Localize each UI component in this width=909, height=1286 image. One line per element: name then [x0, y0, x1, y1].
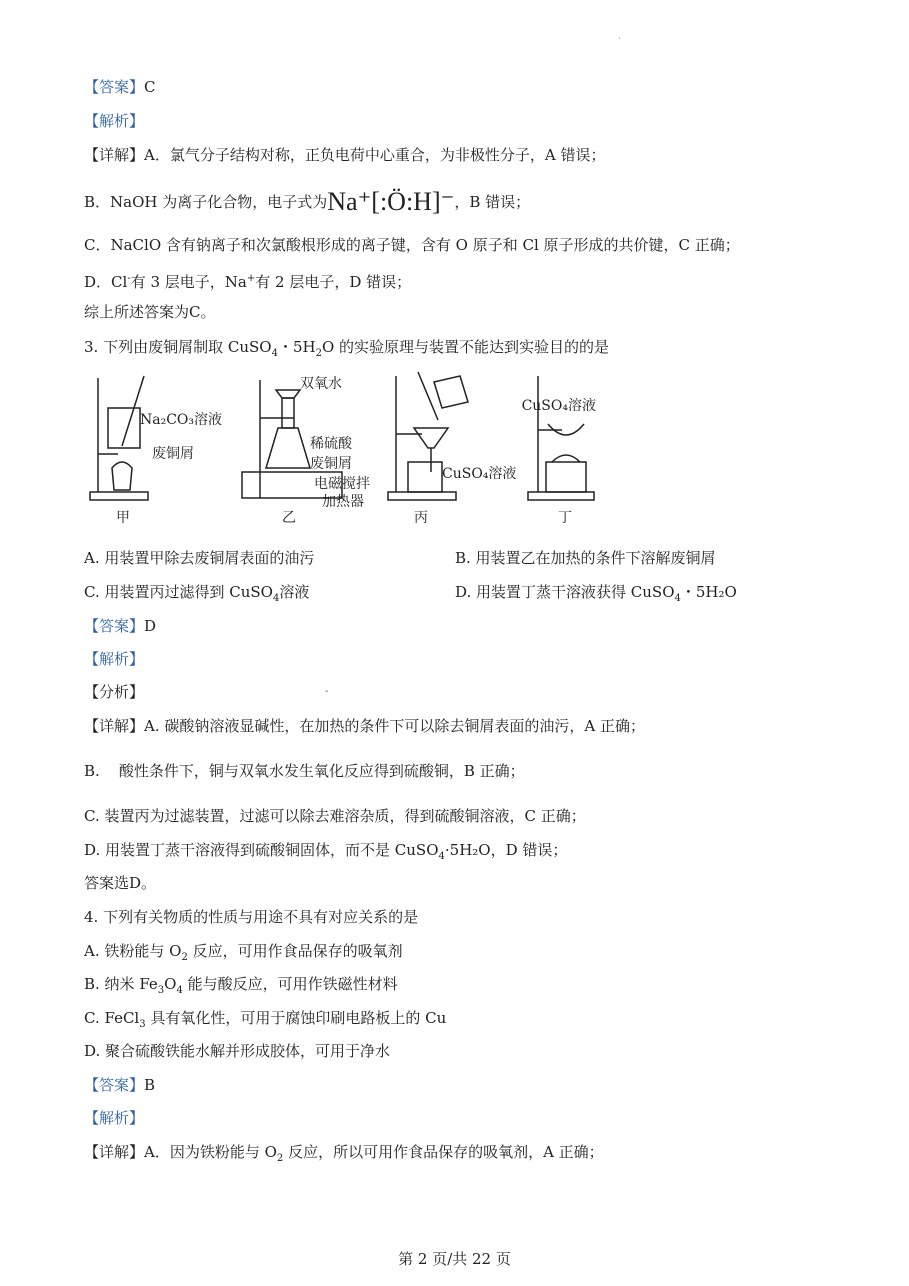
q3-fenxi-tag: 【分析】: [84, 683, 145, 701]
detail-tag: 【详解】: [84, 146, 145, 164]
q4-option-c: C. FeCl$_3$ 具有氧化性，可用于腐蚀印刷电路板上的 Cu: [84, 1009, 447, 1030]
figure-label-yi: 乙: [282, 510, 296, 526]
q3-detail-d: D. 用装置丁蒸干溶液得到硫酸铜固体，而不是 CuSO$_4$·5H₂O，D 错误；: [84, 841, 568, 862]
q2-detail-a: 【详解】A．氯气分子结构对称，正负电荷中心重合，为非极性分子，A 错误；: [84, 146, 606, 164]
q3-answer: 【答案】D: [84, 617, 157, 635]
q3-detail-b: B. 酸性条件下，铜与双氧水发生氧化反应得到硫酸铜，B 正确；: [84, 762, 525, 780]
yi-label-copper: 废铜屑: [310, 456, 352, 472]
yi-label-h2so4: 稀硫酸: [310, 436, 352, 452]
figure-label-ding: 丁: [558, 510, 572, 526]
q4-detail-a: 【详解】A．因为铁粉能与 $O_2$ 反应，所以可用作食品保存的吸氧剂，A 正确；: [84, 1143, 604, 1164]
page-footer: 第 2 页/共 22 页: [398, 1250, 511, 1268]
yi-label-h2o2: 双氧水: [300, 376, 342, 392]
q4-option-d: D. 聚合硫酸铁能水解并形成胶体，可用于净水: [84, 1042, 391, 1060]
q4-option-a: A. 铁粉能与 $O_2$ 反应，可用作食品保存的吸氧剂: [84, 942, 403, 963]
yi-label-stirrer: 电磁搅拌: [314, 476, 370, 492]
figure-label-bing: 丙: [414, 510, 428, 526]
answer-value: C: [144, 78, 156, 96]
naoh-electron-formula: Na⁺[:Ö:H]⁻: [327, 187, 455, 216]
answer-tag: 【答案】: [84, 78, 145, 96]
q2-detail-c: C．NaClO 含有钠离子和次氯酸根形成的离子键，含有 O 原子和 Cl 原子形成的共价键，C 正确；: [84, 236, 740, 254]
q3-option-a: A. 用装置甲除去废铜屑表面的油污: [84, 549, 315, 567]
q4-answer: 【答案】B: [84, 1076, 156, 1094]
q3-detail-a: 【详解】A. 碳酸钠溶液显碱性，在加热的条件下可以除去铜屑表面的油污，A 正确；: [84, 717, 645, 735]
q3-detail-c: C. 装置丙为过滤装置，过滤可以除去难溶杂质，得到硫酸铜溶液，C 正确；: [84, 807, 586, 825]
q3-stem: 3. 下列由废铜屑制取 CuSO$_4$・$5H_2O$ 的实验原理与装置不能达到实验目的的是: [84, 338, 610, 359]
figure-label-jia: 甲: [116, 510, 130, 526]
q2-detail-b: B．NaOH 为离子化合物，电子式为Na⁺[:Ö:H]⁻，B 错误；: [84, 187, 531, 216]
q4-option-b: B. 纳米 $Fe_3O_4$ 能与酸反应，可用作铁磁性材料: [84, 975, 398, 996]
jia-label-na2co3: Na₂CO₃溶液: [140, 412, 223, 428]
top-mark: ·: [618, 34, 621, 43]
bing-label-cuso4: CuSO₄溶液: [442, 466, 517, 482]
q4-analysis-tag: 【解析】: [84, 1109, 145, 1127]
yi-label-heater: 加热器: [322, 494, 364, 510]
q3-analysis-tag: 【解析】: [84, 650, 145, 668]
q3-option-c: C. 用装置丙过滤得到 CuSO$_4$溶液: [84, 583, 310, 604]
q2-summary: 综上所述答案为C。: [84, 303, 216, 321]
q3-option-b: B. 用装置乙在加热的条件下溶解废铜屑: [455, 549, 716, 567]
q3-summary: 答案选D。: [84, 874, 157, 892]
q2-analysis-tag: 【解析】: [84, 112, 145, 130]
q2-detail-d: D．Cl-有 3 层电子，Na+有 2 层电子，D 错误；: [84, 273, 412, 291]
q3-option-d: D. 用装置丁蒸干溶液获得 CuSO$_4$・5H₂O: [455, 583, 737, 604]
jia-label-copper: 废铜屑: [152, 446, 194, 462]
q3-fenxi-mark: -: [325, 686, 329, 697]
q4-stem: 4. 下列有关物质的性质与用途不具有对应关系的是: [84, 908, 419, 926]
q2-answer: [84, 77, 156, 97]
apparatus-figure: [82, 368, 602, 528]
ding-label-cuso4: CuSO₄溶液: [521, 398, 596, 414]
